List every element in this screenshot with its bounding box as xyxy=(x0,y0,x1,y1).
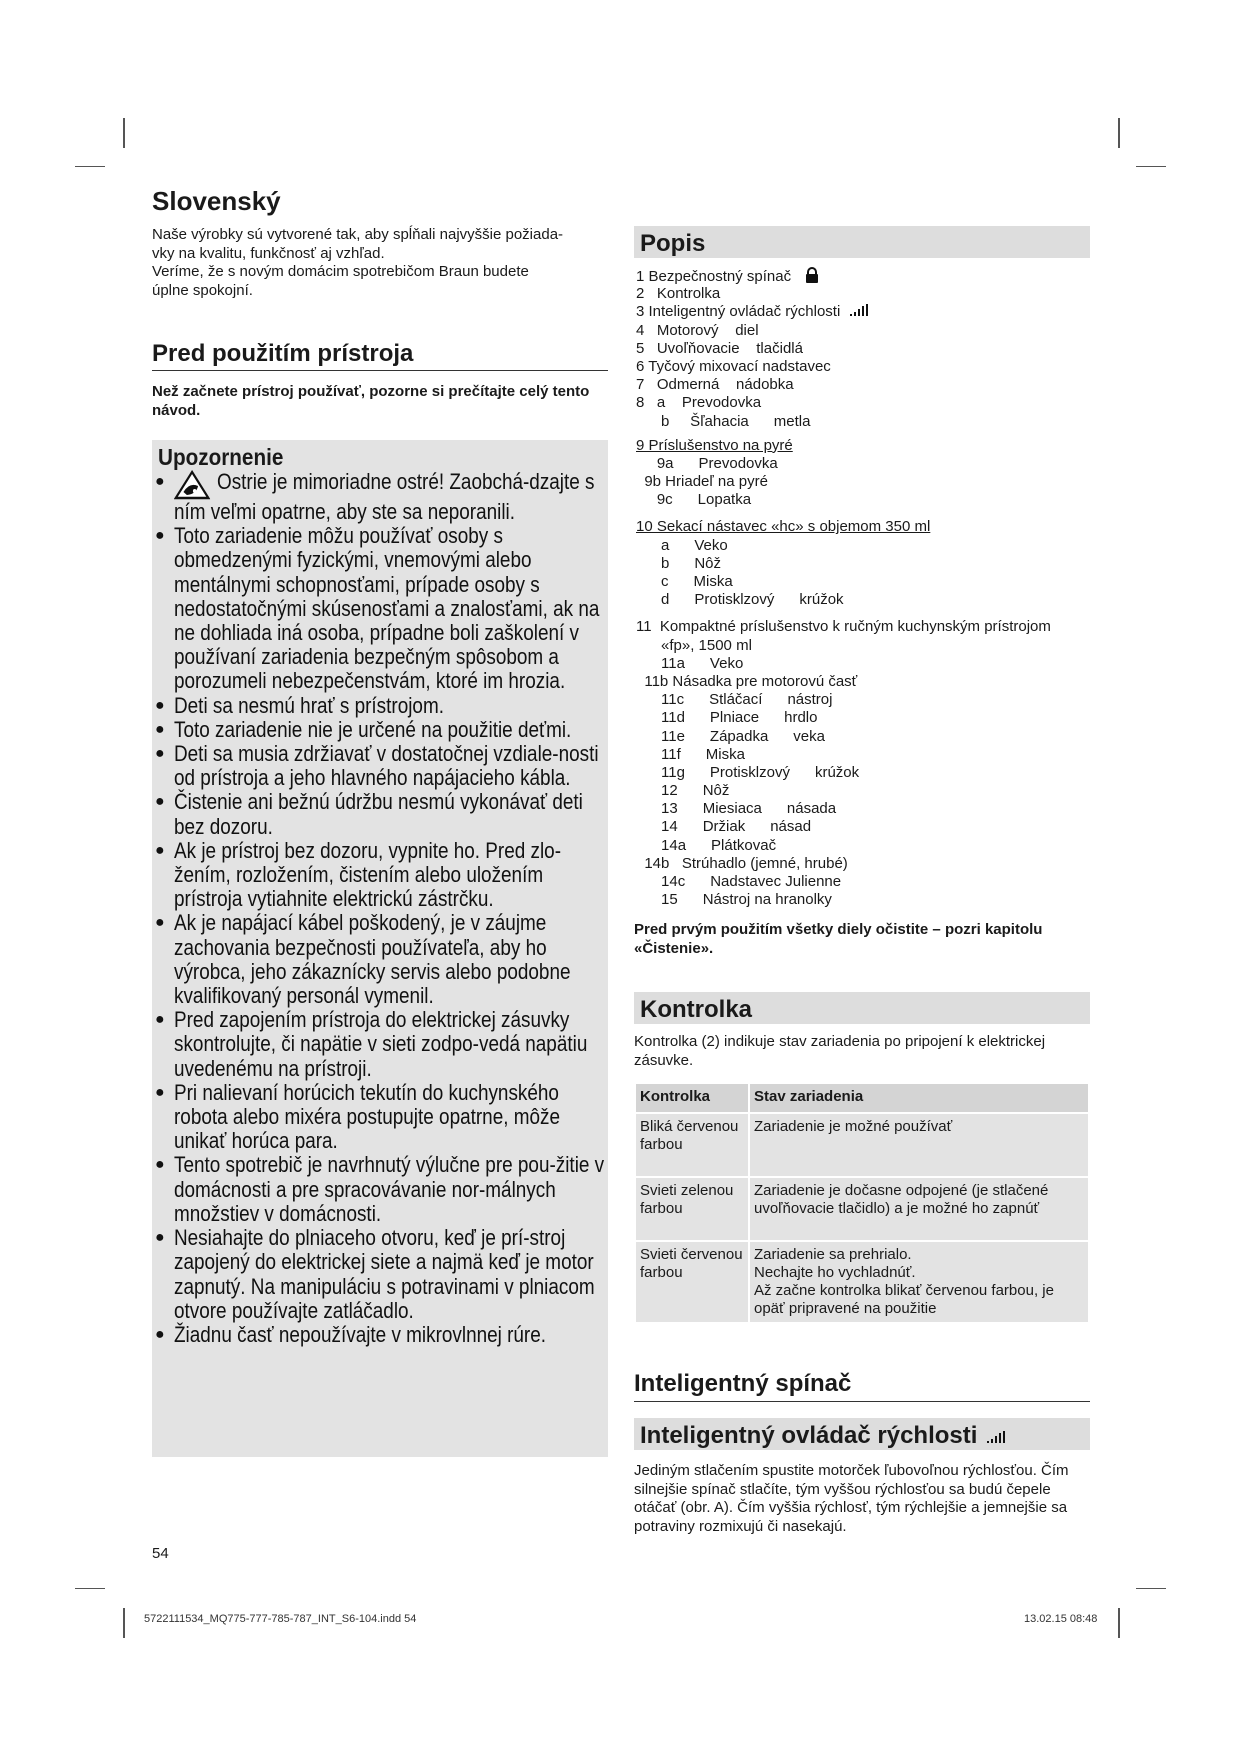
before-use-heading-block xyxy=(152,340,608,371)
warning-item: ● Deti sa nesmú hrať s prístrojom. xyxy=(174,694,614,718)
parts-list-item: c Miska xyxy=(636,573,733,590)
kontrolka-heading: Kontrolka xyxy=(640,996,753,1023)
table-header-row xyxy=(636,1084,1088,1112)
parts-list-item: 8 a Prevodovka xyxy=(636,394,762,412)
parts-list-item: 15 Nástroj na hranolky xyxy=(636,891,832,909)
warning-title: Upozornenie xyxy=(158,444,284,470)
parts-list-item xyxy=(636,518,1096,536)
table-row xyxy=(636,1242,1088,1322)
table-row xyxy=(636,1178,1088,1240)
before-use-note: Než začnete prístroj používať, pozorne si prečítajte celý tento návod. xyxy=(152,383,590,419)
popis-heading-block xyxy=(634,226,1090,258)
crop-mark xyxy=(1118,118,1120,148)
hazard-blade-icon xyxy=(174,470,210,500)
parts-list-item: 2 Kontrolka xyxy=(636,285,721,303)
speed-heading-block xyxy=(634,1418,1090,1450)
parts-list-item: b Nôž xyxy=(636,554,722,572)
warning-item: ● Pri nalievaní horúcich tekutín do kuchynského robota alebo mixéra postupujte opatrne, môže unikať horúca para. xyxy=(174,1081,614,1154)
footer-timestamp: 13.02.15 08:48 xyxy=(1024,1613,1098,1625)
warning-item: ● Nesiahajte do plniaceho otvoru, keď je prí-stroj zapojený do elektrickej siete a najmä keď je motor zapnutý. Na manipuláciu s potravinami v plniacom otvore používajte zatláčadlo. xyxy=(174,1226,614,1323)
table-header-cell: Stav zariadenia xyxy=(750,1084,1088,1112)
language-title: Slovenský xyxy=(152,186,281,216)
parts-item-text: 10 Sekací nástavec «hc» s objemom 350 ml xyxy=(636,518,931,536)
parts-list-item: 11c Stláčací nástroj xyxy=(636,691,833,709)
intro-line: Veríme, že s novým domácim spotrebičom Braun budete xyxy=(152,263,529,280)
parts-item-text: 3 Inteligentný ovládač rýchlosti xyxy=(636,303,841,321)
table-cell: Svieti zelenou farbou xyxy=(636,1178,748,1240)
warning-item: ● Ak je prístroj bez dozoru, vypnite ho. Pred zlo-žením, rozložením, čistením alebo uložením prístroja vytiahnite elektrickú zástrčku. xyxy=(174,839,614,912)
parts-list-item: 11e Západka veka xyxy=(636,727,825,745)
parts-list-item: 12 Nôž xyxy=(636,782,730,800)
parts-item-text: 9 Príslušenstvo na pyré xyxy=(636,436,793,454)
parts-list-item: 11 Kompaktné príslušenstvo k ručným kuchynským prístrojom xyxy=(636,618,1051,636)
parts-list-item: 14 Držiak násad xyxy=(636,818,812,836)
speed-text: Jediným stlačením spustite motorček ľubovoľnou rýchlosťou. Čím silnejšie spínač stlačíte, tým vyššou rýchlosťou sa budú čepele otáčať (obr. A). Čím vyššia rýchlosť, tým rýchlejšie a jemnejšie sa potraviny rozmixujú či nasekajú. xyxy=(634,1462,1069,1535)
intro-text xyxy=(152,226,607,300)
parts-list-item xyxy=(636,437,1096,455)
parts-list-item: 14c Nadstavec Julienne xyxy=(636,873,842,890)
status-table xyxy=(634,1082,1090,1324)
intro-line: Naše výrobky sú vytvorené tak, aby spĺňali najvyššie požiada- xyxy=(152,226,564,243)
footer-file-info: 5722111534_MQ775-777-785-787_INT_S6-104.indd 54 xyxy=(144,1613,417,1625)
crop-mark xyxy=(75,1588,105,1589)
crop-mark xyxy=(123,118,125,148)
crop-mark xyxy=(123,1608,125,1638)
crop-mark xyxy=(75,166,105,167)
parts-list-item: 14b Strúhadlo (jemné, hrubé) xyxy=(636,854,848,872)
parts-list-item: 9c Lopatka xyxy=(636,491,752,509)
smart-switch-heading: Inteligentný spínač xyxy=(634,1370,852,1397)
warning-item: ● Pred zapojením prístroja do elektrickej zásuvky skontrolujte, či napätie v sieti zodpo-vedá napätiu uvedenému na prístroji. xyxy=(174,1008,614,1081)
parts-list-item: 11a Veko xyxy=(636,654,744,672)
intro-line: vky na kvalitu, funkčnosť aj vzhľad. xyxy=(152,244,385,262)
parts-list-item: 6 Tyčový mixovací nadstavec xyxy=(636,357,831,375)
table-cell: Zariadenie je dočasne odpojené (je stlačené uvoľňovacie tlačidlo) a je možné ho zapnúť xyxy=(750,1178,1088,1240)
warning-list xyxy=(174,470,614,1347)
warning-item-text: Ostrie je mimoriadne ostré! Zaobchá-dzajte s ním veľmi opatrne, aby ste sa neporanili. xyxy=(174,469,595,524)
smart-switch-heading-block xyxy=(634,1370,1090,1402)
signal-icon xyxy=(987,1431,1005,1443)
kontrolka-text: Kontrolka (2) indikuje stav zariadenia po pripojení k elektrickej zásuvke. xyxy=(634,1033,1046,1069)
signal-icon xyxy=(850,304,868,316)
table-header-cell: Kontrolka xyxy=(636,1084,748,1112)
parts-list-item: b Šľahacia metla xyxy=(636,412,811,430)
before-use-heading: Pred použitím prístroja xyxy=(152,340,414,367)
parts-list-item: 7 Odmerná nádobka xyxy=(636,376,794,394)
intro-line: úplne spokojní. xyxy=(152,281,253,299)
warning-item: ● Toto zariadenie môžu používať osoby s obmedzenými fyzickými, vnemovými alebo mentálnymi schopnosťami, prípade osoby s nedostatočnými skúsenosťami a znalosťami, ak na ne dohliada iná osoba, prípadne boli zaškolení v používaní zariadenia bezpečným spôsobom a porozumeli nebezpečenstvám, ktoré im hrozia. xyxy=(174,524,614,693)
parts-list-item xyxy=(636,303,1096,321)
parts-item-text: 1 Bezpečnostný spínač xyxy=(636,268,792,285)
crop-mark xyxy=(1136,166,1166,167)
parts-list xyxy=(636,267,1096,909)
warning-item xyxy=(174,470,614,524)
warning-item: ● Žiadnu časť nepoužívajte v mikrovlnnej rúre. xyxy=(174,1323,614,1347)
table-row xyxy=(636,1114,1088,1176)
table-cell: Svieti červenou farbou xyxy=(636,1242,748,1322)
parts-list-item: 11g Protisklzový krúžok xyxy=(636,763,860,781)
speed-heading-text: Inteligentný ovládač rýchlosti xyxy=(640,1422,978,1449)
page-number: 54 xyxy=(152,1545,169,1562)
parts-list-item: 11d Plniace hrdlo xyxy=(636,709,818,727)
speed-heading xyxy=(640,1422,1005,1450)
warning-item: ● Čistenie ani bežnú údržbu nesmú vykonávať deti bez dozoru. xyxy=(174,790,614,838)
parts-list-item: d Protisklzový krúžok xyxy=(636,591,844,609)
popis-heading: Popis xyxy=(640,230,706,257)
crop-mark xyxy=(1118,1608,1120,1638)
parts-list-item: 5 Uvoľňovacie tlačidlá xyxy=(636,339,803,357)
lock-icon xyxy=(805,267,819,283)
table-cell: Zariadenie je možné používať xyxy=(750,1114,1088,1176)
parts-list-item: 11b Násadka pre motorovú časť xyxy=(636,672,858,690)
warning-box xyxy=(152,440,608,1457)
parts-list-item xyxy=(636,267,1096,285)
parts-list-item: 13 Miesiaca násada xyxy=(636,800,837,818)
table-cell: Bliká červenou farbou xyxy=(636,1114,748,1176)
warning-item: ● Deti sa musia zdržiavať v dostatočnej vzdiale-nosti od prístroja a jeho hlavného napájacieho kábla. xyxy=(174,742,614,790)
crop-mark xyxy=(1136,1588,1166,1589)
warning-item: ● Toto zariadenie nie je určené na použitie deťmi. xyxy=(174,718,614,742)
warning-item: ● Ak je napájací kábel poškodený, je v záujme zachovania bezpečnosti používateľa, aby ho výrobca, jeho zákaznícky servis alebo podobne kvalifikovaný personál vymenil. xyxy=(174,911,614,1008)
parts-list-item: 14a Plátkovač xyxy=(636,836,777,854)
parts-list-item: 9a Prevodovka xyxy=(636,454,778,472)
table-cell: Zariadenie sa prehrialo. Nechajte ho vychladnúť. Až začne kontrolka blikať červenou farbou, je opäť pripravené na použitie xyxy=(750,1242,1088,1322)
parts-list-item: a Veko xyxy=(636,536,728,554)
warning-item: ● Tento spotrebič je navrhnutý výlučne pre pou-žitie v domácnosti a pre spracovávanie nor-málnych množstiev v domácnosti. xyxy=(174,1153,614,1226)
kontrolka-heading-block xyxy=(634,992,1090,1024)
parts-list-item: «fp», 1500 ml xyxy=(636,636,752,654)
parts-list-item: 9b Hriadeľ na pyré xyxy=(636,473,768,491)
parts-list-item: 11f Miska xyxy=(636,745,745,763)
parts-list-item: 4 Motorový diel xyxy=(636,321,759,339)
first-use-note: Pred prvým použitím všetky diely očistite – pozri kapitolu «Čistenie». xyxy=(634,921,1043,957)
